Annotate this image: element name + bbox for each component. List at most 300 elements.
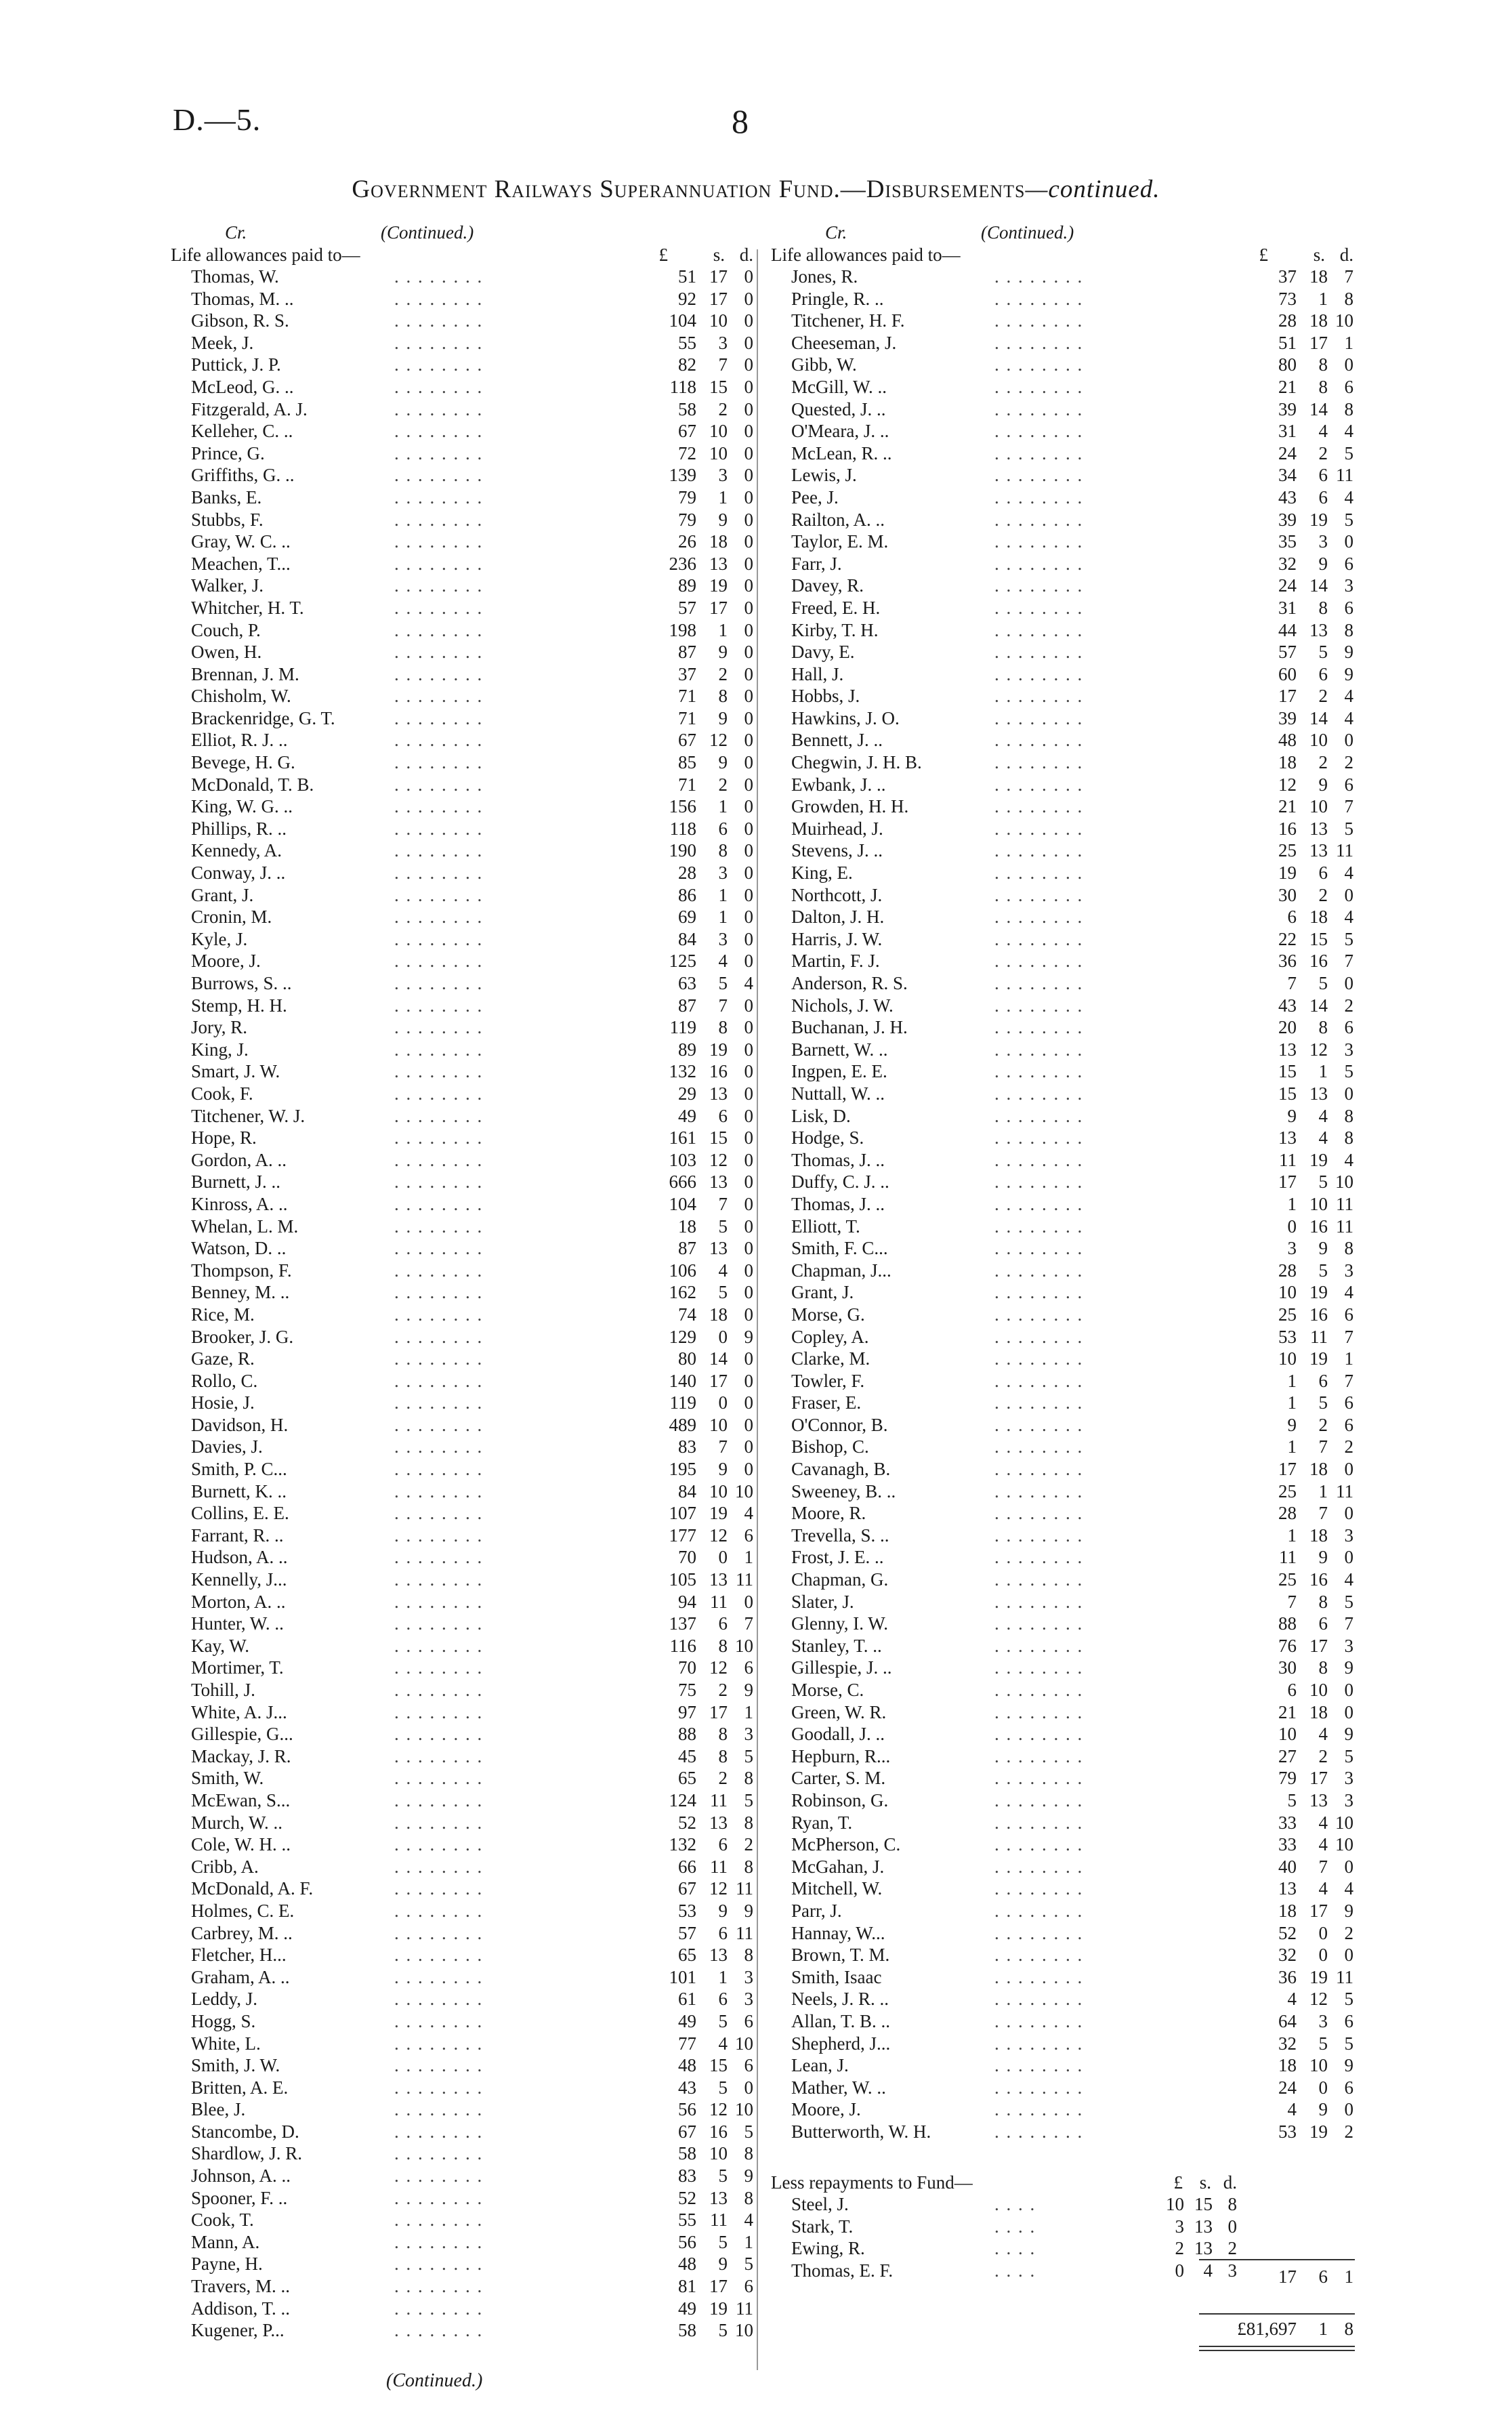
amount-pounds: 30	[1278, 884, 1297, 905]
amount-pounds: 79	[1278, 1768, 1297, 1789]
amount-pence: 5	[1344, 442, 1353, 463]
amount-pounds: 177	[669, 1525, 696, 1546]
page-number: 8	[732, 102, 749, 140]
amount-pounds: 34	[1278, 465, 1297, 486]
table-row	[171, 1348, 753, 1370]
amount-pounds: 18	[1278, 752, 1297, 773]
amount-shillings: 10	[1309, 2055, 1328, 2076]
payee-name: Moore, J.	[191, 951, 261, 972]
amount-shillings: 1	[718, 884, 728, 905]
amount-pounds: 7	[1287, 1591, 1297, 1612]
table-row	[171, 553, 753, 575]
amount-pounds: 125	[669, 951, 696, 972]
amount-pence: 8	[744, 2187, 753, 2208]
amount-shillings: 1	[718, 486, 728, 507]
table-row	[171, 1260, 753, 1282]
table-row	[171, 1900, 753, 1922]
amount-shillings: 9	[718, 1459, 728, 1480]
table-row	[171, 707, 753, 730]
title-continued: —continued.	[1025, 175, 1160, 203]
amount-pence: 7	[1344, 951, 1353, 972]
amount-pounds: 489	[669, 1414, 696, 1435]
amount-pounds: 67	[678, 421, 696, 442]
payee-name: King, W. G. ..	[191, 796, 293, 817]
payee-name: Burnett, K. ..	[191, 1480, 287, 1501]
payee-name: Frost, J. E. ..	[791, 1547, 884, 1568]
payee-name: Farrant, R. ..	[191, 1525, 284, 1546]
amount-pence: 8	[1344, 1105, 1353, 1126]
payee-name: Green, W. R.	[791, 1701, 887, 1722]
amount-shillings: 13	[1194, 2238, 1213, 2259]
amount-pounds: 140	[669, 1370, 696, 1391]
amount-pence: 11	[1336, 1216, 1353, 1237]
amount-pounds: 139	[669, 465, 696, 486]
amount-shillings: 4	[1318, 421, 1328, 442]
leader-dots: . . . . . . . .	[394, 619, 484, 640]
table-row	[771, 2121, 1353, 2143]
payee-name: Hudson, A. ..	[191, 1547, 288, 1568]
amount-pounds: 43	[1278, 995, 1297, 1016]
leader-dots: . . . . . . . .	[394, 1569, 484, 1590]
leader-dots: . . . . . . . .	[394, 2055, 484, 2076]
table-row	[171, 619, 753, 642]
payee-name: Mackay, J. R.	[191, 1745, 291, 1766]
amount-pence: 4	[744, 973, 753, 993]
payee-name: Smith, Isaac	[791, 1966, 882, 1987]
amount-pence: 6	[1344, 1017, 1353, 1038]
amount-pounds: 0	[1175, 2260, 1184, 2281]
amount-pence: 8	[744, 1856, 753, 1877]
amount-shillings: 17	[709, 2276, 728, 2297]
table-row	[771, 995, 1353, 1017]
amount-pounds: 80	[1278, 354, 1297, 375]
amount-pounds: 61	[678, 1989, 696, 2010]
leader-dots: . . . . . . . .	[994, 1061, 1084, 1082]
amount-pence: 0	[1344, 1701, 1353, 1722]
amount-shillings: 11	[1310, 1326, 1328, 1347]
payee-name: Kelleher, C. ..	[191, 421, 293, 442]
payee-name: McDonald, T. B.	[191, 774, 314, 795]
amount-shillings: 4	[718, 1260, 728, 1281]
amount-pounds: 101	[669, 1966, 696, 1987]
amount-pence: 3	[744, 1989, 753, 2010]
amount-pounds: 89	[678, 1039, 696, 1060]
table-row	[171, 597, 753, 619]
amount-pence: 0	[744, 1304, 753, 1325]
amount-pounds: 58	[678, 2143, 696, 2164]
amount-shillings: 8	[1318, 1657, 1328, 1678]
leader-dots: . . . . . . . .	[994, 730, 1084, 751]
amount-pounds: 17	[1278, 686, 1297, 707]
payee-name: Rice, M.	[191, 1304, 255, 1325]
amount-shillings: 3	[718, 465, 728, 486]
leader-dots: . . . . . . . .	[394, 752, 484, 773]
amount-pounds: 10	[1278, 1348, 1297, 1369]
amount-shillings: 4	[718, 2033, 728, 2054]
amount-pounds: 25	[1278, 1480, 1297, 1501]
amount-pence: 7	[1344, 796, 1353, 817]
leader-dots: . . . . . . . .	[394, 509, 484, 530]
payee-name: Banks, E.	[191, 486, 262, 507]
amount-pounds: 195	[669, 1459, 696, 1480]
amount-pence: 2	[1227, 2238, 1237, 2259]
amount-shillings: 0	[1318, 2077, 1328, 2098]
payee-name: Towler, F.	[791, 1370, 865, 1391]
amount-pence: 11	[736, 1569, 753, 1590]
amount-shillings: 8	[718, 686, 728, 707]
leader-dots: . . . . . . . .	[994, 266, 1084, 287]
amount-pounds: 161	[669, 1127, 696, 1148]
amount-pence: 9	[744, 1326, 753, 1347]
table-row	[771, 1922, 1353, 1945]
amount-pence: 0	[744, 376, 753, 397]
payee-name: Ingpen, E. E.	[791, 1061, 887, 1082]
table-row	[171, 1039, 753, 1061]
payee-name: Davey, R.	[791, 575, 864, 596]
table-row	[771, 398, 1353, 421]
amount-shillings: 4	[1318, 1127, 1328, 1148]
left-continued	[381, 222, 474, 243]
payee-name: Duffy, C. J. ..	[791, 1172, 889, 1193]
payee-name: Neels, J. R. ..	[791, 1989, 889, 2010]
amount-shillings: 3	[1318, 2010, 1328, 2031]
payee-name: Fitzgerald, A. J.	[191, 398, 308, 419]
leader-dots: . . . . . . . .	[994, 1724, 1084, 1745]
leader-dots: . . . . . . . .	[994, 1326, 1084, 1347]
table-row	[171, 1833, 753, 1856]
amount-shillings: 2	[1318, 1745, 1328, 1766]
amount-pence: 11	[1336, 1480, 1353, 1501]
leader-dots: . . . . . . . .	[394, 1503, 484, 1524]
payee-name: Mather, W. ..	[791, 2077, 886, 2098]
table-row	[771, 884, 1353, 907]
table-row	[771, 1833, 1353, 1856]
amount-pounds: 25	[1278, 840, 1297, 861]
leader-dots: . . . . . . . .	[394, 1768, 484, 1789]
leader-dots: . . . . . . . .	[394, 1834, 484, 1855]
table-row	[171, 2165, 753, 2187]
leader-dots: . . . . . . . .	[394, 1989, 484, 2010]
table-row	[771, 2054, 1353, 2077]
amount-pence: 9	[744, 2165, 753, 2186]
payee-name: Stubbs, F.	[191, 509, 264, 530]
leader-dots: . . . . . . . .	[394, 597, 484, 618]
payee-name: Growden, H. H.	[791, 796, 909, 817]
amount-pence: 0	[744, 840, 753, 861]
right-unit-shillings: s.	[1313, 245, 1325, 265]
leader-dots: . . . . . . . .	[994, 1282, 1084, 1303]
table-row	[171, 2209, 753, 2231]
table-row	[171, 1613, 753, 1635]
amount-shillings: 12	[1309, 1039, 1328, 1060]
leader-dots: . . . . . . . .	[394, 1304, 484, 1325]
leader-dots: . . . . . . . .	[394, 1724, 484, 1745]
payee-name: Jones, R.	[791, 266, 858, 287]
amount-shillings: 2	[718, 1768, 728, 1789]
amount-pence: 10	[1335, 1172, 1353, 1193]
leader-dots: . . . . . . . .	[994, 597, 1084, 618]
payee-name: Thomas, W.	[191, 266, 279, 287]
amount-shillings: 16	[709, 1061, 728, 1082]
table-row	[771, 354, 1353, 376]
table-row	[771, 509, 1353, 531]
payee-name: Freed, E. H.	[791, 597, 881, 618]
payee-name: Hepburn, R...	[791, 1745, 891, 1766]
payee-name: Nichols, J. W.	[791, 995, 894, 1016]
table-row	[771, 1237, 1353, 1260]
amount-pounds: 32	[1278, 1945, 1297, 1966]
payee-name: Northcott, J.	[791, 884, 883, 905]
amount-pence: 5	[1344, 1061, 1353, 1082]
amount-pounds: 118	[669, 818, 696, 839]
payee-name: Shardlow, J. R.	[191, 2143, 303, 2164]
amount-pounds: 60	[1278, 663, 1297, 684]
leader-dots: . . . . . . . .	[994, 1414, 1084, 1435]
payee-name: Carter, S. M.	[791, 1768, 886, 1789]
payee-name: Trevella, S. ..	[791, 1525, 889, 1546]
amount-shillings: 8	[718, 840, 728, 861]
leader-dots: . . . . . . . .	[394, 1172, 484, 1193]
table-row	[171, 1569, 753, 1591]
payee-name: Stancombe, D.	[191, 2121, 299, 2142]
amount-pounds: 84	[678, 928, 696, 949]
leader-dots: . . . . . . . .	[394, 442, 484, 463]
amount-shillings: 12	[709, 1149, 728, 1170]
amount-pounds: 76	[1278, 1635, 1297, 1656]
table-row	[771, 597, 1353, 619]
leader-dots: . . . . . . . .	[994, 1945, 1084, 1966]
amount-pounds: 36	[1278, 1966, 1297, 1987]
amount-pounds: 63	[678, 973, 696, 993]
amount-pounds: 75	[678, 1680, 696, 1700]
repayment-row	[771, 2216, 1353, 2238]
amount-pence: 0	[744, 707, 753, 728]
amount-shillings: 5	[1318, 642, 1328, 663]
amount-pence: 0	[1344, 1083, 1353, 1104]
payee-name: Clarke, M.	[791, 1348, 870, 1369]
leader-dots: . . . . . . . .	[994, 863, 1084, 884]
payee-name: Stanley, T. ..	[791, 1635, 882, 1656]
amount-pounds: 66	[678, 1856, 696, 1877]
amount-pence: 5	[744, 1745, 753, 1766]
amount-pence: 3	[1227, 2260, 1237, 2281]
amount-pence: 6	[744, 2010, 753, 2031]
payee-name: Elliot, R. J. ..	[191, 730, 288, 751]
payee-name: Bishop, C.	[791, 1436, 869, 1457]
amount-pounds: 84	[678, 1480, 696, 1501]
amount-pence: 0	[1227, 2216, 1237, 2237]
amount-pounds: 83	[678, 2165, 696, 2186]
table-row	[771, 950, 1353, 972]
payee-name: Burrows, S. ..	[191, 973, 292, 993]
table-row	[771, 575, 1353, 597]
right-lead	[771, 244, 1353, 266]
amount-shillings: 10	[709, 2143, 728, 2164]
leader-dots: . . . . . . . .	[394, 642, 484, 663]
amount-pence: 0	[1344, 354, 1353, 375]
table-row	[771, 1767, 1353, 1789]
amount-pounds: 103	[669, 1149, 696, 1170]
amount-shillings: 8	[718, 1635, 728, 1656]
payee-name: King, E.	[791, 863, 853, 884]
amount-pence: 0	[1344, 2099, 1353, 2120]
table-row	[771, 553, 1353, 575]
amount-pence: 11	[1336, 1193, 1353, 1214]
table-row	[771, 1966, 1353, 1989]
amount-pounds: 20	[1278, 1017, 1297, 1038]
amount-pounds: 37	[1278, 266, 1297, 287]
total-pence: 8	[1344, 2319, 1353, 2339]
amount-pence: 0	[744, 354, 753, 375]
amount-pounds: 119	[669, 1392, 696, 1413]
amount-shillings: 18	[1309, 907, 1328, 928]
repayment-row	[771, 2193, 1353, 2216]
amount-shillings: 19	[709, 1503, 728, 1524]
table-row	[771, 707, 1353, 730]
amount-pence: 1	[1344, 332, 1353, 353]
leader-dots: . . . . . . . .	[994, 642, 1084, 663]
amount-pence: 0	[744, 951, 753, 972]
leader-dots: . . . . . . . .	[994, 1370, 1084, 1391]
payee-name: Buchanan, J. H.	[791, 1017, 908, 1038]
amount-pounds: 132	[669, 1834, 696, 1855]
amount-shillings: 14	[1309, 995, 1328, 1016]
payee-name: Mortimer, T.	[191, 1657, 284, 1678]
amount-shillings: 8	[1318, 376, 1328, 397]
amount-pence: 9	[1344, 642, 1353, 663]
repayments-lead: Less repayments to Fund—	[771, 2172, 973, 2193]
amount-shillings: 14	[1309, 575, 1328, 596]
amount-pence: 1	[744, 1547, 753, 1568]
payee-name: Farr, J.	[791, 553, 842, 574]
leader-dots: . . . . . . . .	[994, 288, 1084, 309]
amount-shillings: 19	[1309, 1282, 1328, 1303]
table-row	[771, 972, 1353, 995]
amount-pence: 8	[1344, 1127, 1353, 1148]
subtotal-pence: 1	[1344, 2266, 1353, 2287]
leader-dots: . . . . . . . .	[994, 1745, 1084, 1766]
table-row	[771, 2010, 1353, 2033]
amount-shillings: 6	[1318, 863, 1328, 884]
amount-pounds: 9	[1287, 1414, 1297, 1435]
table-row	[171, 1083, 753, 1105]
amount-pounds: 56	[678, 2099, 696, 2120]
table-row	[171, 1546, 753, 1569]
leader-dots: . . . . . . . .	[394, 1591, 484, 1612]
amount-pence: 11	[736, 2298, 753, 2319]
page-title	[0, 175, 1512, 204]
amount-pence: 11	[736, 1878, 753, 1899]
payee-name: Hope, R.	[191, 1127, 257, 1148]
amount-shillings: 15	[709, 376, 728, 397]
table-row	[771, 1193, 1353, 1216]
leader-dots: . . . . . . . .	[994, 2121, 1084, 2142]
payee-name: Lisk, D.	[791, 1105, 851, 1126]
leader-dots: . . . . . . . .	[994, 1834, 1084, 1855]
amount-shillings: 13	[709, 1172, 728, 1193]
leader-dots: . . . . . . . .	[994, 1392, 1084, 1413]
amount-shillings: 17	[1309, 1900, 1328, 1921]
amount-pence: 6	[1344, 1392, 1353, 1413]
amount-pence: 0	[744, 995, 753, 1016]
table-row	[171, 1767, 753, 1789]
amount-shillings: 13	[709, 1812, 728, 1833]
payee-name: McLeod, G. ..	[191, 376, 294, 397]
amount-pounds: 162	[669, 1282, 696, 1303]
amount-pounds: 28	[1278, 1503, 1297, 1524]
amount-shillings: 10	[1309, 730, 1328, 751]
amount-pence: 4	[1344, 1569, 1353, 1590]
right-continued	[981, 222, 1074, 243]
leader-dots: . . . . . . . .	[994, 1701, 1084, 1722]
payee-name: Martin, F. J.	[791, 951, 880, 972]
repayments-head	[771, 2172, 1353, 2193]
leader-dots: . . . . . . . .	[394, 2165, 484, 2186]
amount-pounds: 18	[678, 1216, 696, 1237]
amount-shillings: 2	[1318, 442, 1328, 463]
table-row	[171, 1525, 753, 1547]
amount-pence: 0	[744, 818, 753, 839]
amount-shillings: 0	[1318, 1945, 1328, 1966]
table-row	[171, 1237, 753, 1260]
payee-name: Fletcher, H...	[191, 1945, 287, 1966]
amount-shillings: 16	[1309, 1304, 1328, 1325]
amount-pence: 5	[744, 2254, 753, 2275]
leader-dots: . . . . . . . .	[394, 1856, 484, 1877]
amount-pounds: 1	[1287, 1436, 1297, 1457]
amount-pounds: 11	[1279, 1149, 1297, 1170]
amount-shillings: 13	[709, 1238, 728, 1259]
leader-dots: . . . . . . . .	[394, 531, 484, 552]
table-row	[171, 663, 753, 686]
amount-pence: 6	[1344, 2010, 1353, 2031]
amount-shillings: 6	[1318, 1613, 1328, 1634]
amount-pence: 0	[744, 509, 753, 530]
table-row	[771, 685, 1353, 707]
amount-shillings: 17	[709, 1701, 728, 1722]
amount-pence: 1	[1344, 1348, 1353, 1369]
amount-pence: 0	[744, 465, 753, 486]
leader-dots: . . . . . . . .	[394, 1370, 484, 1391]
amount-pence: 5	[1344, 509, 1353, 530]
amount-pounds: 132	[669, 1061, 696, 1082]
leader-dots: . . . . . . . .	[994, 1525, 1084, 1546]
payee-name: Titchener, H. F.	[791, 310, 905, 331]
leader-dots: . . . . . . . .	[994, 1149, 1084, 1170]
amount-pence: 3	[1344, 1039, 1353, 1060]
table-row	[171, 266, 753, 288]
leader-dots: . . . . . . . .	[994, 1480, 1084, 1501]
payee-name: Griffiths, G. ..	[191, 465, 295, 486]
payee-name: Phillips, R. ..	[191, 818, 287, 839]
payee-name: Kay, W.	[191, 1635, 249, 1656]
table-row	[771, 663, 1353, 686]
amount-shillings: 5	[718, 2231, 728, 2252]
amount-pence: 0	[744, 1127, 753, 1148]
amount-pounds: 28	[1278, 310, 1297, 331]
payee-name: Leddy, J.	[191, 1989, 257, 2010]
payee-name: O'Connor, B.	[791, 1414, 888, 1435]
amount-shillings: 7	[1318, 1856, 1328, 1877]
amount-pounds: 71	[678, 686, 696, 707]
table-row	[171, 795, 753, 818]
leader-dots: . . . . . . . .	[994, 1680, 1084, 1700]
amount-pence: 0	[744, 1039, 753, 1060]
amount-shillings: 4	[1318, 1834, 1328, 1855]
amount-shillings: 4	[1318, 1724, 1328, 1745]
leader-dots: . . . . . . . .	[994, 1966, 1084, 1987]
amount-shillings: 10	[709, 1414, 728, 1435]
